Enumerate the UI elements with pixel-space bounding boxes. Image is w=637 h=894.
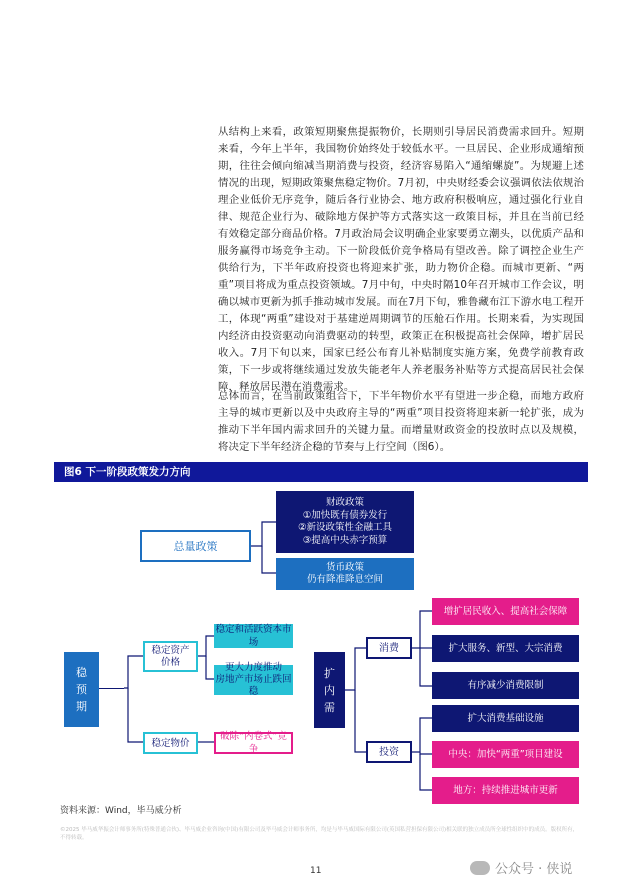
stabilize-expectations-char-1: 稳 xyxy=(76,666,87,679)
stabilize-prices-box: 稳定物价 xyxy=(143,732,198,754)
copyright-footnote: ©2025 毕马威华振会计师事务所(特殊普通合伙)、毕马威企业咨询(中国)有限公司及毕马威会计师事务所，均是与毕马威国际有限公司(英国私营担保有限公司)相关联的独立成员所全球性组织中的成员。版权所有，不得转载。 xyxy=(60,827,579,841)
wechat-label: 公众号 · 侠说 xyxy=(495,862,573,877)
body-paragraph-1: 从结构上来看，政策短期聚焦提振物价，长期则引导居民消费需求回升。短期来看，今年上半年，我国物价始终处于较低水平。一旦居民、企业形成通缩预期，往往会倾向缩减当期消费与投资，经济容易陷入“通缩螺旋”。为规避上述情况的出现，短期政策聚焦稳定物价。7月初，中央财经委会议强调依法依规治理企业低价无序竞争，随后各行业协会、地方政府积极响应，通过强化行业自律、规范企业行为、破除地方保护等方式落实这一政策目标，并且在当前已经有效稳定部分商品价格。7月政治局会议明确企业家要勇立潮头，以优质产品和服务赢得市场竞争主动。下一阶段低价竞争格局有望改善。除了调控企业生产供给行为，下半年政府投资也将迎来扩张，助力物价企稳。而城市更新、“两重”项目将成为重点投资领域。7月中旬，中央时隔10年召开城市工作会议，明确以城市更新为抓手推动城市发展。而在7月下旬，雅鲁藏布江下游水电工程开工，体现“两重”建设对于基建逆周期调节的压舱石作用。长期来看，为实现国内经济由投资驱动向消费驱动的转型，政策正在积极提高社会保障，增扩居民收入。7月下旬以来，国家已经公布育儿补贴制度实施方案，免费学前教育政策，下一步或将继续通过发放失能老年人养老服务补贴等方式提高居民社会保障，释放居民潜在消费需求。 xyxy=(218,126,584,393)
anti-involution-box: 破除“内卷式”竞争 xyxy=(214,732,293,754)
page-number: 11 xyxy=(310,866,322,876)
monetary-policy-item: 仍有降准降息空间 xyxy=(306,574,383,585)
expand-domestic-demand-char-3: 需 xyxy=(324,700,335,714)
consumption-item-restrictions: 有序减少消费限制 xyxy=(432,672,579,699)
monetary-policy-title: 货币政策 xyxy=(325,561,364,573)
investment-item-central: 中央：加快“两重”项目建设 xyxy=(432,741,579,768)
stabilize-expectations-char-3: 期 xyxy=(76,700,87,713)
fiscal-policy-box xyxy=(276,491,414,553)
stabilize-asset-prices-box xyxy=(143,641,198,672)
capital-market-box: 稳定和活跃资本市场 xyxy=(215,624,292,648)
consumption-item-services: 扩大服务、新型、大宗消费 xyxy=(432,635,579,662)
real-estate-line-2: 房地产市场止跌回稳 xyxy=(215,674,292,697)
fiscal-policy-item-3: ③提高中央赤字预算 xyxy=(302,534,388,546)
stabilize-expectations-box xyxy=(64,652,99,727)
stabilize-expectations-connector xyxy=(99,688,124,689)
consumption-box: 消费 xyxy=(366,637,412,659)
fiscal-policy-item-1: ①加快既有债券发行 xyxy=(302,509,388,521)
stabilize-asset-prices-line-1: 稳定资产 xyxy=(151,644,190,656)
total-policy-box: 总量政策 xyxy=(140,530,251,562)
real-estate-box xyxy=(214,662,293,697)
wechat-icon xyxy=(470,861,490,875)
stabilize-asset-prices-line-2: 价格 xyxy=(160,656,180,668)
expand-domestic-demand-char-1: 扩 xyxy=(324,666,335,680)
fiscal-policy-item-2: ②新设政策性金融工具 xyxy=(297,522,393,533)
monetary-policy-box xyxy=(276,558,414,590)
fiscal-policy-title: 财政政策 xyxy=(325,497,364,508)
investment-box: 投资 xyxy=(366,741,412,763)
wechat-watermark xyxy=(470,858,572,877)
figure-title: 图6 下一阶段政策发力方向 xyxy=(54,462,588,482)
investment-item-infrastructure: 扩大消费基础设施 xyxy=(432,705,579,732)
consumption-item-income: 增扩居民收入、提高社会保障 xyxy=(432,598,579,625)
investment-item-local: 地方：持续推进城市更新 xyxy=(432,777,579,804)
expand-domestic-demand-box xyxy=(314,652,345,728)
figure-source: 资料来源：Wind，毕马威分析 xyxy=(60,806,182,816)
real-estate-line-1: 更大力度推动 xyxy=(224,662,282,673)
stabilize-expectations-char-2: 预 xyxy=(76,683,87,696)
body-paragraph-2: 总体而言，在当前政策组合下，下半年物价水平有望进一步企稳，而地方政府主导的城市更新以及中央政府主导的“两重”项目投资将迎来新一轮扩张，成为推动下半年国内需求回升的关键力量。而增量财政资金的投放时点以及规模，将决定下半年经济企稳的节奏与上行空间（图6）。 xyxy=(218,390,584,453)
expand-domestic-demand-char-2: 内 xyxy=(324,683,335,697)
